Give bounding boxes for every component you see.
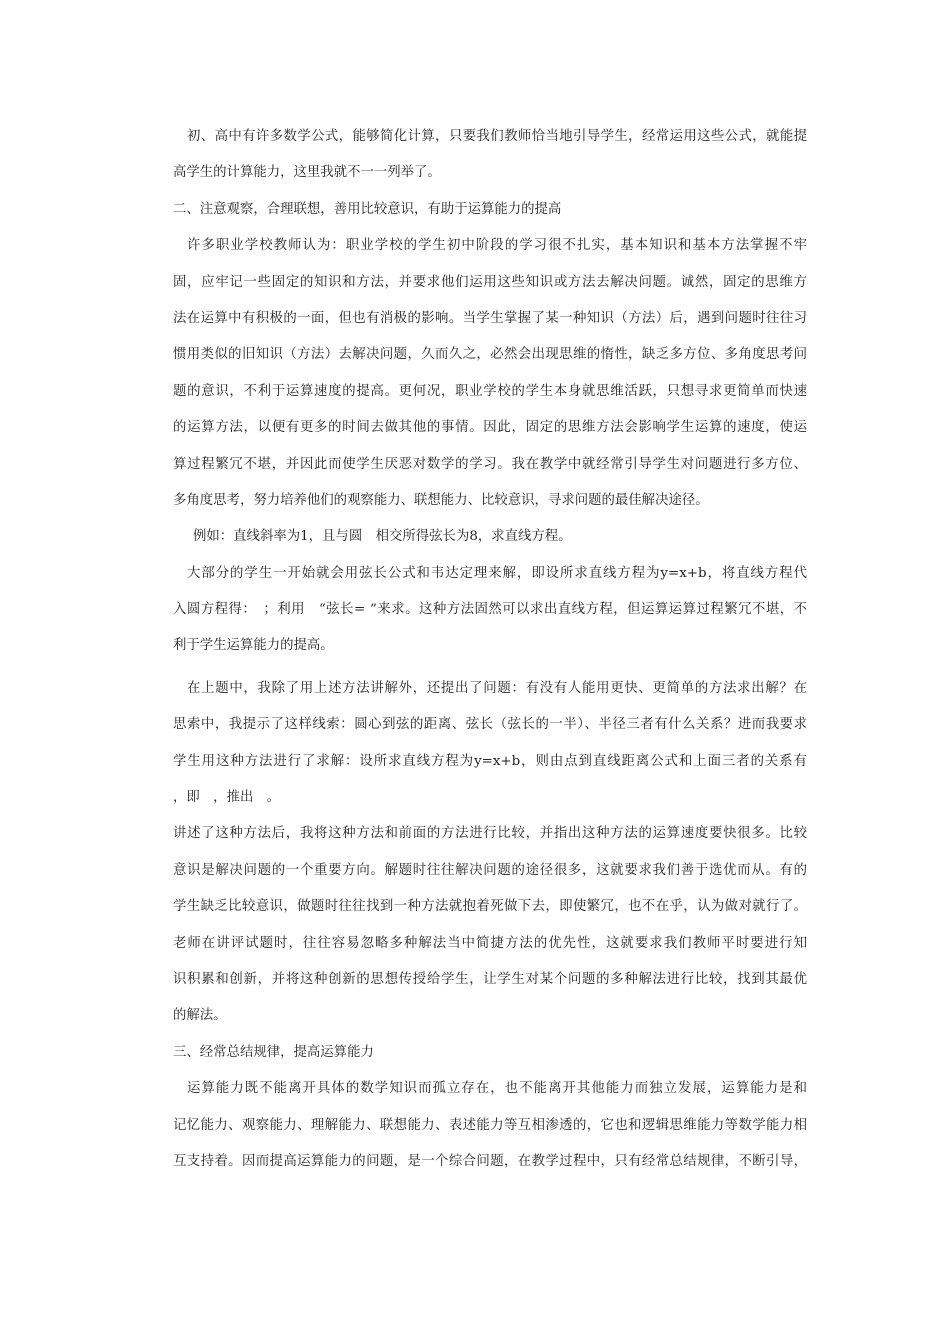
document-body [173, 119, 807, 1180]
text-line: 的运算方法，以便有更多的时间去做其他的事情。因此，固定的思维方法会影响学生运算的速度，使运 [173, 420, 807, 436]
text-line: 学生用这种方法进行了求解：设所求直线方程为y=x+b，则由点到直线距离公式和上面三者的关系有 [173, 753, 807, 769]
text-line: 运算能力既不能离开具体的数学知识而孤立存在，也不能离开其他能力而独立发展，运算能力是和 [187, 1081, 807, 1097]
text-line: 在上题中，我除了用上述方法讲解外，还提出了问题：有没有人能用更快、更简单的方法求出解？在 [187, 680, 807, 696]
text-line: 题的意识，不利于运算速度的提高。更何况，职业学校的学生本身就思维活跃，只想寻求更简单而快速 [173, 383, 807, 399]
section-heading-2 [173, 192, 807, 228]
text-line: ，即 ，推出 。 [173, 790, 281, 806]
text-line: 例如：直线斜率为1，且与圆 相交所得弦长为8，求直线方程。 [193, 529, 572, 545]
text-line: 许多职业学校教师认为：职业学校的学生初中阶段的学习很不扎实，基本知识和基本方法掌握不牢 [187, 238, 807, 254]
paragraph-intro [173, 119, 807, 192]
text-line: 高学生的计算能力，这里我就不一一列举了。 [173, 165, 441, 181]
text-line: 利于学生运算能力的提高。 [173, 638, 334, 654]
text-line: 学生缺乏比较意识，做题时往往找到一种方法就抱着死做下去，即使繁冗，也不在乎，认为做对就行了。 [173, 899, 807, 915]
text-line: 法在运算中有积极的一面，但也有消极的影响。当学生掌握了某一种知识（方法）后，遇到问题时往往习 [173, 310, 807, 326]
text-line: 惯用类似的旧知识（方法）去解决问题，久而久之，必然会出现思维的惰性，缺乏多方位、多角度思考问 [173, 347, 807, 363]
section-heading-3 [173, 1035, 807, 1071]
paragraph-vocational [173, 228, 807, 519]
paragraph-common-method [173, 556, 807, 665]
text-line: 大部分的学生一开始就会用弦长公式和韦达定理来解，即设所求直线方程为y=x+b，将直线方程代 [187, 565, 807, 581]
paragraph-example [173, 519, 807, 555]
text-line: 入圆方程得： ；利用 “弦长= ”来求。这种方法固然可以求出直线方程，但运算运算过程繁冗不堪，不 [173, 602, 807, 618]
text-line: 老师在讲评试题时，往往容易忽略多种解法当中简捷方法的优先性，这就要求我们教师平时要进行知 [173, 935, 807, 951]
heading-text: 二、注意观察，合理联想，善用比较意识，有助于运算能力的提高 [173, 201, 562, 217]
text-line: 算过程繁冗不堪，并因此而使学生厌恶对数学的学习。我在教学中就经常引导学生对问题进行多方位、 [173, 456, 807, 472]
text-line: 的解法。 [173, 1008, 227, 1024]
text-line: 意识是解决问题的一个重要方向。解题时往往解决问题的途径很多，这就要求我们善于选优而从。有的 [173, 862, 807, 878]
text-line: 固，应牢记一些固定的知识和方法，并要求他们运用这些知识或方法去解决问题。诚然，固定的思维方 [173, 274, 807, 290]
text-line: 多角度思考，努力培养他们的观察能力、联想能力、比较意识，寻求问题的最佳解决途径。 [173, 492, 709, 508]
paragraph-better-method [173, 671, 807, 817]
text-line: 讲述了这种方法后，我将这种方法和前面的方法进行比较，并指出这种方法的运算速度要快很多。比较 [173, 826, 807, 842]
text-line: 思索中，我提示了这样线索：圆心到弦的距离、弦长（弦长的一半）、半径三者有什么关系？进而我要求 [173, 717, 807, 733]
text-line: 识积累和创新，并将这种创新的思想传授给学生，让学生对某个问题的多种解法进行比较，找到其最优 [173, 971, 807, 987]
paragraph-comparison [173, 816, 807, 1034]
text-line: 记忆能力、观察能力、理解能力、联想能力、表述能力等互相渗透的，它也和逻辑思维能力等数学能力相 [173, 1117, 807, 1133]
paragraph-summary [173, 1071, 807, 1180]
text-line: 互支持着。因而提高运算能力的问题，是一个综合问题，在教学过程中，只有经常总结规律，不断引导， [173, 1153, 807, 1169]
text-line: 初、高中有许多数学公式，能够简化计算，只要我们教师恰当地引导学生，经常运用这些公式，就能提 [187, 129, 807, 144]
heading-text: 三、经常总结规律，提高运算能力 [173, 1044, 374, 1060]
